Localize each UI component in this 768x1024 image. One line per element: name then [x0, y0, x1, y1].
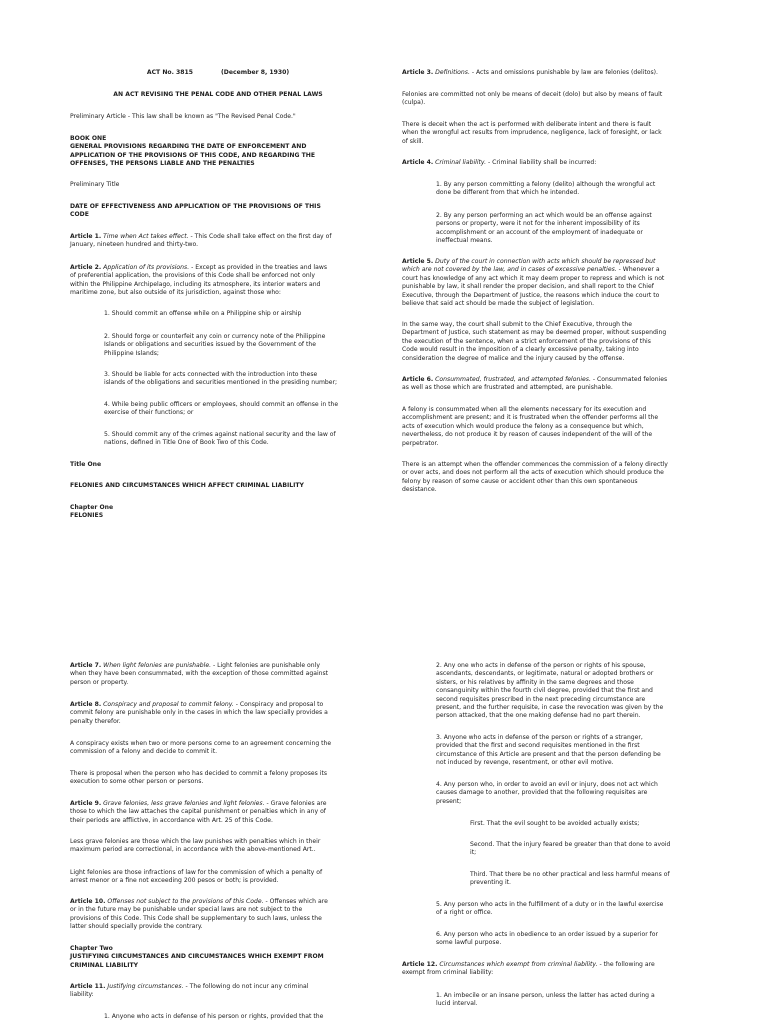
article-label: Article 5. — [402, 258, 434, 265]
article-label: Article 6. — [402, 376, 434, 383]
article-11-item: 1. Anyone who acts in defense of his person or rights, provided that the — [104, 1013, 324, 1020]
book-heading: GENERAL PROVISIONS REGARDING THE DATE OF ENFORCEMENT AND APPLICATION OF THE PROVISIONS OF THIS CODE, AND REGARDING THE OFFENSES, THE PERSONS LIABLE AND THE PENALTIES — [70, 143, 315, 168]
article-6-paragraph: There is an attempt when the offender commences the commission of a felony directly or over acts, and does not perform all the acts of execution which should produce the felony by reason of some cause or accident other than this own spontaneous desistance. — [402, 461, 668, 494]
article-3-paragraph: There is deceit when the act is performed with deliberate intent and there is fault when the wrongful act results from imprudence, negligence, lack of foresight, or lack of skill. — [402, 121, 662, 145]
article-2-item: 2. Should forge or counterfeit any coin or currency note of the Philippine Islands or obligations and securities issued by the Government of the Philippine Islands; — [104, 333, 326, 357]
article-8-paragraph: There is proposal when the person who has decided to commit a felony proposes its execution to some other person or persons. — [70, 770, 328, 786]
article-text: - Offenses which are or in the future may be punishable under special laws are not subject to the provisions of this Code. This Code shall be supplementary to such laws, unless the latter should specially provide the contrary. — [70, 898, 328, 931]
article-text: - Consummated felonies as well as those which are frustrated and attempted, are punishable. — [402, 376, 668, 392]
article-label: Article 10. — [70, 898, 106, 905]
article-text: - Conspiracy and proposal to commit felony are punishable only in the cases in which the law specially provides a penalty therefor. — [70, 701, 328, 725]
article-2 — [70, 264, 395, 298]
article-title: Justifying circumstances. — [107, 983, 184, 990]
article-title: When light felonies are punishable. — [103, 662, 212, 669]
chapter-heading: JUSTIFYING CIRCUMSTANCES AND CIRCUMSTANCES WHICH EXEMPT FROM CRIMINAL LIABILITY — [70, 953, 324, 969]
article-2-item: 4. While being public officers or employees, should commit an offense in the exercise of their functions; or — [104, 401, 339, 417]
preliminary-title: Preliminary Title — [70, 181, 120, 188]
article-label: Article 3. — [402, 69, 434, 76]
article-title: Consummated, frustrated, and attempted felonies. — [435, 376, 591, 383]
article-label: Article 11. — [70, 983, 106, 990]
act-number: ACT No. 3815 — [146, 69, 194, 76]
article-label: Article 7. — [70, 662, 102, 669]
article-label: Article 4. — [402, 159, 434, 166]
article-9-paragraph: Less grave felonies are those which the law punishes with penalties which in their maximum period are correctional, in accordance with the above-mentioned Art.. — [70, 838, 321, 854]
article-label: Article 12. — [402, 961, 438, 968]
article-2-item: 5. Should commit any of the crimes against national security and the law of nations, defined in Title One of Book Two of this Code. — [104, 431, 336, 447]
requisite-item: First. That the evil sought to be avoided actually exists; — [470, 820, 640, 827]
article-6 — [402, 376, 737, 393]
article-title: Time when Act takes effect. — [103, 233, 189, 240]
article-12 — [402, 961, 737, 978]
article-5-paragraph: In the same way, the court shall submit to the Chief Executive, through the Department of Justice, such statement as may be deemed proper, without suspending the execution of the sentence, when a strict enforcement of the provisions of this Code would result in the imposition of a clearly excessive penalty, taking into consideration the degree of malice and the injury caused by the offense. — [402, 321, 667, 362]
article-title: Application of its provisions. — [103, 264, 190, 271]
book-one — [70, 135, 395, 169]
article-11-item: 3. Anyone who acts in defense of the person or rights of a stranger, provided that the first and second requisites mentioned in the first circumstance of this Article are present and that the person defending be not induced by revenge, resentment, or other evil motive. — [436, 734, 661, 767]
article-12-item: 1. An imbecile or an insane person, unless the latter has acted during a lucid interval. — [436, 992, 655, 1008]
article-3-paragraph: Felonies are committed not only be means of deceit (dolo) but also by means of fault (culpa). — [402, 91, 663, 107]
article-text: - Light felonies are punishable only when they have been consummated, with the exception of those committed against person or property. — [70, 662, 329, 686]
article-7 — [70, 662, 395, 687]
article-title: Circumstances which exempt from criminal liability. — [439, 961, 598, 968]
article-5 — [402, 258, 737, 308]
chapter-two — [70, 945, 395, 970]
article-4-item: 2. By any person performing an act which would be an offense against persons or property, were it not for the inherent impossibility of its accomplishment or an account of the employment of inadequate or ineffectual means. — [436, 212, 652, 245]
article-8-paragraph: A conspiracy exists when two or more persons come to an agreement concerning the commission of a felony and decide to commit it. — [70, 740, 332, 756]
book-label: BOOK ONE — [70, 135, 107, 142]
article-title: Duty of the court in connection with acts which should be repressed but which are not covered by the law, and in cases of excessive penalties. — [402, 258, 656, 274]
article-text: - the following are exempt from criminal liability: — [402, 961, 655, 977]
article-6-paragraph: A felony is consummated when all the elements necessary for its execution and accomplishment are present; and it is frustrated when the offender performs all the acts of execution which would produce the felony as a consequence but which, nevertheless, do not produce it by reason of causes independent of the will of the perpetrator. — [402, 406, 659, 447]
article-2-item: 1. Should commit an offense while on a Philippine ship or airship — [104, 310, 302, 317]
act-header — [70, 69, 366, 77]
article-label: Article 2. — [70, 264, 102, 271]
article-9-paragraph: Light felonies are those infractions of law for the commission of which a penalty of arrest menor or a fine not exceeding 200 pesos or both; is provided. — [70, 869, 323, 885]
article-11-item: 5. Any person who acts in the fulfillment of a duty or in the lawful exercise of a right or office. — [436, 901, 664, 917]
article-text: - The following do not incur any criminal liability: — [70, 983, 309, 999]
requisite-item: Second. That the injury feared be greater than that done to avoid it; — [470, 841, 671, 857]
requisite-item: Third. That there be no other practical and less harmful means of preventing it. — [470, 871, 670, 887]
chapter-one — [70, 504, 395, 521]
article-11-item: 6. Any person who acts in obedience to an order issued by a superior for some lawful purpose. — [436, 931, 659, 947]
article-1 — [70, 233, 395, 250]
title-one-heading: FELONIES AND CIRCUMSTANCES WHICH AFFECT CRIMINAL LIABILITY — [70, 482, 304, 489]
article-text: - This Code shall take effect on the first day of January, nineteen hundred and thirty-two. — [70, 233, 332, 249]
article-3 — [402, 69, 737, 77]
preliminary-article: Preliminary Article - This law shall be known as "The Revised Penal Code." — [70, 113, 296, 120]
chapter-label: Chapter Two — [70, 945, 113, 952]
article-title: Conspiracy and proposal to commit felony. — [103, 701, 234, 708]
title-one: Title One — [70, 461, 102, 468]
article-title: Definitions. — [435, 69, 470, 76]
chapter-label: Chapter One — [70, 504, 114, 511]
article-title: Grave felonies, less grave felonies and light felonies. — [103, 800, 265, 807]
chapter-heading: FELONIES — [70, 512, 104, 520]
article-text: - Grave felonies are those to which the law attaches the capital punishment or penalties which in any of their periods are afflictive, in accordance with Art. 25 of this Code. — [70, 800, 327, 824]
article-text: - Whenever a court has knowledge of any act which it may deem proper to repress and which is not punishable by law, it shall render the proper decision, and shall report to the Chief Executive, through the Department of Justice, the reasons which induce the court to believe that said act should be made the subject of legislation. — [402, 266, 665, 308]
article-title: Criminal liability. — [435, 159, 487, 166]
article-text: - Criminal liability shall be incurred: — [487, 159, 597, 166]
article-2-item: 3. Should be liable for acts connected with the introduction into these islands of the obligations and securities mentioned in the presiding number; — [104, 371, 338, 387]
article-label: Article 9. — [70, 800, 102, 807]
article-8 — [70, 701, 395, 726]
article-4-item: 1. By any person committing a felony (delito) although the wrongful act done be different from that which he intended. — [436, 181, 656, 197]
article-title: Offenses not subject to the provisions of this Code. — [107, 898, 264, 905]
article-text: - Except as provided in the treaties and laws of preferential application, the provisions of this Code shall be enforced not only within the Philippine Archipelago, including its atmosphere, its interior waters and maritime zone, but also outside of its jurisdiction, against those who: — [70, 264, 327, 297]
article-11 — [70, 983, 395, 1000]
act-title: AN ACT REVISING THE PENAL CODE AND OTHER PENAL LAWS — [113, 91, 323, 98]
article-4 — [402, 159, 737, 167]
article-label: Article 8. — [70, 701, 102, 708]
article-9 — [70, 800, 395, 825]
article-text: - Acts and omissions punishable by law are felonies (delitos). — [471, 69, 658, 76]
article-11-item: 4. Any person who, in order to avoid an evil or injury, does not act which causes damage to another, provided that the following requisites are present; — [436, 781, 658, 805]
article-10 — [70, 898, 395, 932]
preliminary-title-heading: DATE OF EFFECTIVENESS AND APPLICATION OF THE PROVISIONS OF THIS CODE — [70, 203, 321, 219]
article-label: Article 1. — [70, 233, 102, 240]
act-date: (December 8, 1930) — [221, 69, 290, 76]
article-11-item: 2. Any one who acts in defense of the person or rights of his spouse, ascendants, descendants, or legitimate, natural or adopted brothers or sisters, or his relatives by affinity in the same degrees and those consanguinity within the fourth civil degree, provided that the first and second requisites prescribed in the next preceding circumstance are present, and the further requisite, in case the revocation was given by the person attacked, that the one making defense had no part therein. — [436, 662, 664, 720]
